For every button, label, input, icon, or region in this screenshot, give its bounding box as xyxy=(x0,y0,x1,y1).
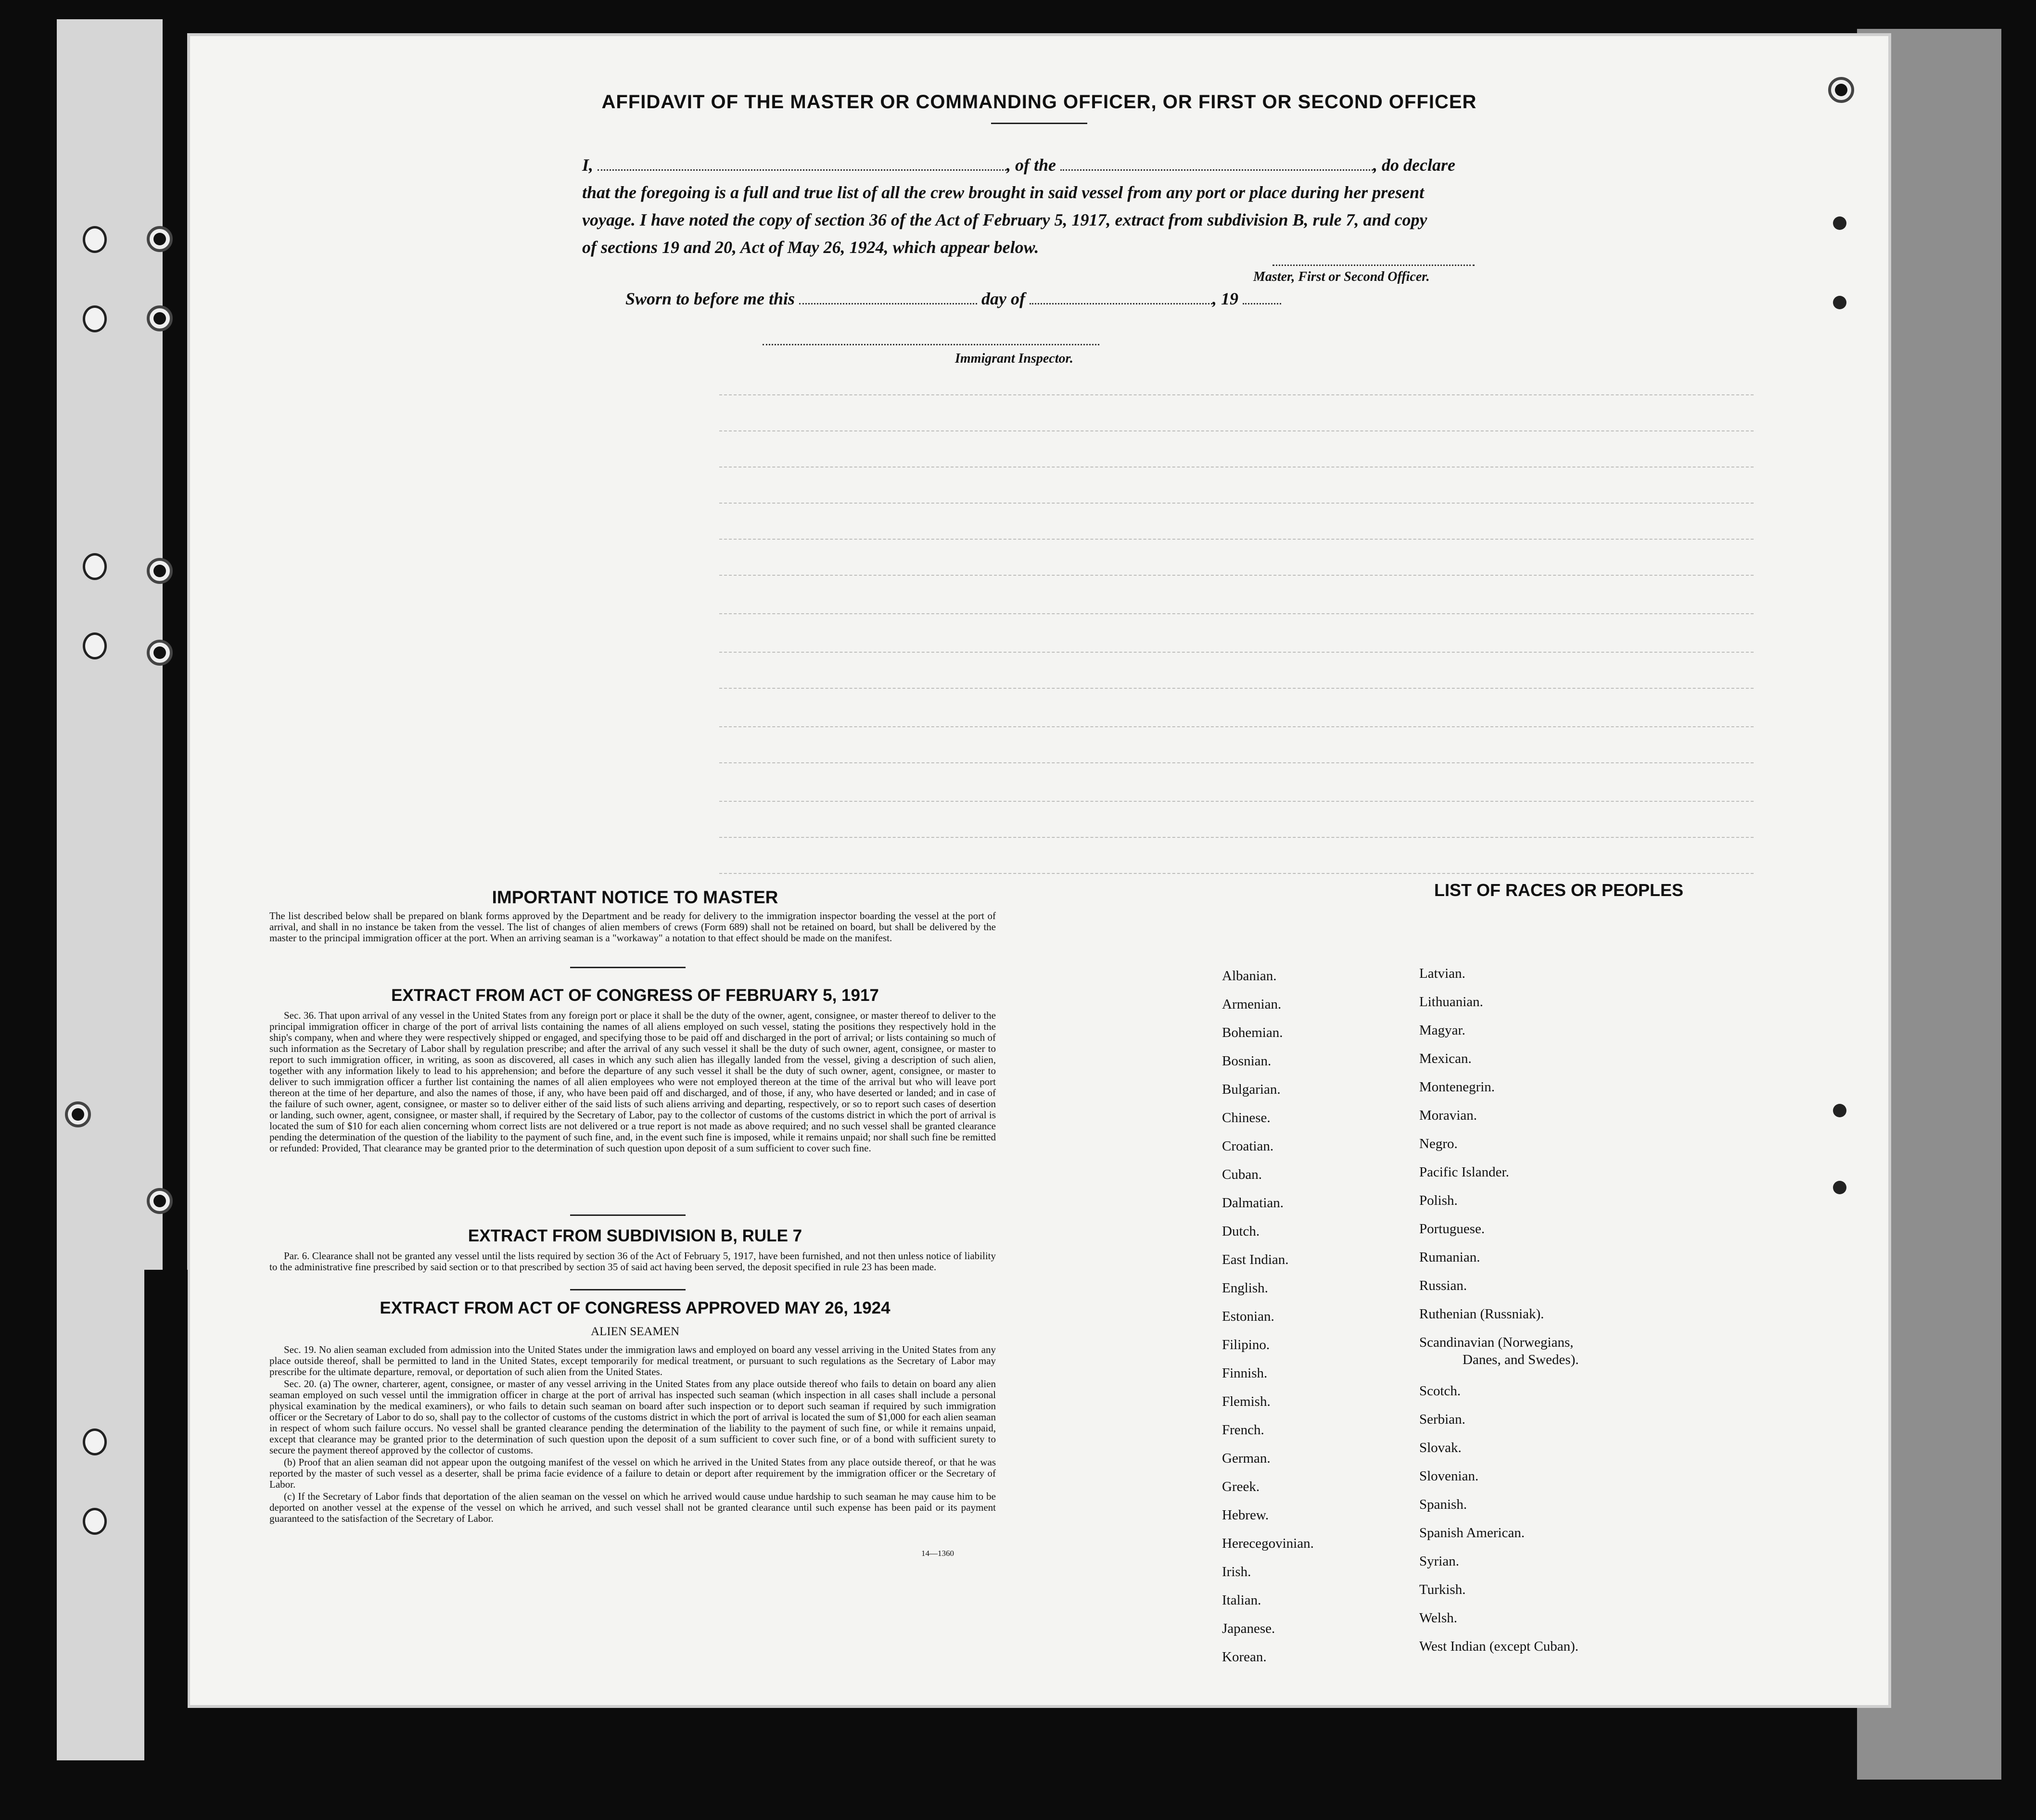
punch-hole xyxy=(83,553,107,580)
binder-ring xyxy=(147,640,173,666)
punch-hole xyxy=(83,1428,107,1455)
race-item: Chinese. xyxy=(1222,1110,1271,1125)
vessel-field[interactable] xyxy=(1060,156,1373,171)
race-item: West Indian (except Cuban). xyxy=(1419,1639,1579,1654)
year-label: , 19 xyxy=(1212,289,1239,308)
race-item: Herecegovinian. xyxy=(1222,1536,1314,1551)
race-item: Bohemian. xyxy=(1222,1025,1283,1040)
race-item: Montenegrin. xyxy=(1419,1079,1495,1095)
race-item: Scotch. xyxy=(1419,1383,1461,1399)
race-item: Pacific Islander. xyxy=(1419,1164,1509,1180)
extract-1917-title: EXTRACT FROM ACT OF CONGRESS OF FEBRUARY 5, 1917 xyxy=(391,986,879,1005)
extract-1924-body xyxy=(269,1344,996,1525)
sworn-year-field[interactable] xyxy=(1243,290,1281,304)
scan-dot xyxy=(1833,1181,1846,1194)
declaration-of-the: , of the xyxy=(1006,155,1056,175)
day-of-label: day of xyxy=(981,289,1026,308)
section-20a-text: Sec. 20. (a) The owner, charterer, agent, consignee, or master of any vessel arriving in the United States from any place outside thereof who fails to detain on board any alien seaman employed on such vessel until the immigration officer in charge at the port of arrival has inspected such seaman (which inspection in all cases shall include a personal physical examination by the medical examiners), or who fails to detain such seaman on board after such inspection or to deport such seaman if required by such immigration officer or the Secretary of Labor to do so, shall pay to the collector of customs of the customs district in which the port of arrival is located the sum of $1,000 for each alien seaman in respect of whom such failure occurs. No vessel shall be granted clearance pending the determination of the liability to the payment of such fine, or while it remains unpaid, except that clearance may be granted prior to the determination of such question upon the deposit of a sum sufficient to cover such fine, or of a bond with sufficient surety to secure the payment thereof approved by the collector of customs. xyxy=(269,1378,996,1456)
extract-rule7-title: EXTRACT FROM SUBDIVISION B, RULE 7 xyxy=(468,1226,802,1245)
race-item: Polish. xyxy=(1419,1193,1458,1208)
race-item: Finnish. xyxy=(1222,1365,1268,1381)
sworn-month-field[interactable] xyxy=(1030,290,1212,304)
extract-1917-body xyxy=(269,1010,996,1155)
declaration-i: I, xyxy=(582,155,594,175)
races-list-title: LIST OF RACES OR PEOPLES xyxy=(1434,880,1684,900)
race-item: Croatian. xyxy=(1222,1138,1274,1154)
scan-dot xyxy=(1833,216,1846,230)
race-item: Flemish. xyxy=(1222,1394,1271,1409)
declaration-line: that the foregoing is a full and true list of all the crew brought in said vessel from any port or place during her present xyxy=(582,183,1425,202)
scan-dot xyxy=(1833,296,1846,309)
signature-caption: Master, First or Second Officer. xyxy=(1253,269,1430,284)
affidavit-declaration xyxy=(582,152,1703,261)
extract-rule7-body xyxy=(269,1251,996,1274)
race-item: Latvian. xyxy=(1419,966,1465,981)
race-item: Turkish. xyxy=(1419,1582,1466,1597)
section-divider xyxy=(570,967,686,968)
binder-ring xyxy=(147,305,173,331)
race-item: Dalmatian. xyxy=(1222,1195,1284,1211)
declaration-line: voyage. I have noted the copy of section 36 of the Act of February 5, 1917, extract from subdivision B, rule 7, and copy xyxy=(582,210,1427,229)
race-item: Bosnian. xyxy=(1222,1053,1272,1069)
form-number: 14—1360 xyxy=(921,1549,954,1558)
binder-ring xyxy=(147,226,173,252)
race-item: Danes, and Swedes). xyxy=(1463,1352,1579,1367)
inspector-signature-field[interactable] xyxy=(763,344,1099,345)
alien-seamen-subtitle: ALIEN SEAMEN xyxy=(590,1325,679,1338)
section-20c-text: (c) If the Secretary of Labor finds that deportation of the alien seaman on the vessel on which he arrived would cause undue hardship to such seaman he may cause him to be deported on another vessel at the expense of the vessel on which he arrived, and such vessel shall not be granted clearance until such expense has been paid or its payment guaranteed to the satisfaction of the Secretary of Labor. xyxy=(269,1491,996,1524)
race-item: East Indian. xyxy=(1222,1252,1289,1267)
race-item: Korean. xyxy=(1222,1649,1267,1665)
race-item: Filipino. xyxy=(1222,1337,1270,1352)
race-item: Serbian. xyxy=(1419,1412,1465,1427)
inspector-caption: Immigrant Inspector. xyxy=(955,351,1073,366)
race-item: Albanian. xyxy=(1222,968,1277,984)
race-item: Welsh. xyxy=(1419,1610,1458,1626)
document-page xyxy=(190,36,1888,1705)
race-item: Irish. xyxy=(1222,1564,1251,1580)
race-item: Lithuanian. xyxy=(1419,994,1483,1010)
race-item: Spanish. xyxy=(1419,1497,1467,1512)
race-item: Armenian. xyxy=(1222,997,1282,1012)
race-item: Portuguese. xyxy=(1419,1221,1485,1237)
race-item: German. xyxy=(1222,1451,1271,1466)
race-item: Russian. xyxy=(1419,1278,1467,1293)
race-item: Japanese. xyxy=(1222,1621,1275,1636)
torn-edge xyxy=(144,1270,188,1799)
affidavit-title: AFFIDAVIT OF THE MASTER OR COMMANDING OFFICER, OR FIRST OR SECOND OFFICER xyxy=(601,91,1477,113)
section-divider xyxy=(570,1289,686,1290)
punch-hole xyxy=(83,632,107,659)
binder-ring xyxy=(65,1101,91,1127)
race-item: Estonian. xyxy=(1222,1309,1274,1324)
scan-dot xyxy=(1833,1104,1846,1117)
master-signature-field[interactable] xyxy=(1272,265,1475,266)
race-item: Negro. xyxy=(1419,1136,1458,1151)
notice-title: IMPORTANT NOTICE TO MASTER xyxy=(492,887,778,907)
binder-ring xyxy=(147,558,173,584)
race-item: Rumanian. xyxy=(1419,1250,1480,1265)
declaration-line: of sections 19 and 20, Act of May 26, 1924, which appear below. xyxy=(582,238,1039,257)
section-20b-text: (b) Proof that an alien seaman did not appear upon the outgoing manifest of the vessel on which he arrived in the United States from any place outside thereof, or that he was reported by the master of such vessel as a deserter, shall be prima facie evidence of a failure to detain or deport after requirement by the immigration officer or the Secretary of Labor. xyxy=(269,1456,996,1490)
race-item: Ruthenian (Russniak). xyxy=(1419,1306,1544,1322)
race-item: Slovak. xyxy=(1419,1440,1462,1455)
race-item: Syrian. xyxy=(1419,1554,1459,1569)
extract-1924-title: EXTRACT FROM ACT OF CONGRESS APPROVED MAY 26, 1924 xyxy=(380,1299,891,1317)
race-item: Moravian. xyxy=(1419,1108,1477,1123)
section-36-text: Sec. 36. That upon arrival of any vessel in the United States from any foreign port or place it shall be the duty of the owner, agent, consignee, or master thereof to deliver to the principal immigration officer in charge of the port of arrival lists containing the names of all aliens employed on such vessel, stating the positions they respectively hold in the ship's company, when and where they were respectively shipped or engaged, and specifying those to be paid off and discharged in the port of arrival; or lists containing so much of such information as the Secretary of Labor shall by regulation prescribe; and after the arrival of any such vessel it shall be the duty of such owner, agent, consignee, or master to report to such immigration officer, in writing, as soon as discovered, all cases in which any such alien has illegally landed from the vessel, giving a description of such alien, together with any information likely to lead to his apprehension; and before the departure of any such vessel it shall be the duty of such owner, agent, consignee, or master to deliver to such immigration officer a further list containing the names of all alien employees who were not employed thereon at the time of the arrival but who will leave port thereon at the time of her departure, and also the names of those, if any, who have been paid off and discharged, and of those, if any, who have deserted or landed; and in case of the failure of such owner, agent, consignee, or master so to deliver either of the said lists of such aliens arriving and departing, respectively, or so to report such cases of desertion or landing, such owner, agent, consignee, or master shall, if required by the Secretary of Labor, pay to the collector of customs of the customs district in which the port of arrival is located the sum of $10 for each alien concerning whom correct lists are not delivered or a true report is not made as above required; and no such vessel shall be granted clearance pending the determination of the question of the liability to the payment of such fine, and, in the event such fine is imposed, while it remains unpaid; nor shall such fine be remitted or refunded: Provided, That clearance may be granted prior to the determination of such question upon deposit of a sum sufficient to cover such fine. xyxy=(269,1010,996,1154)
race-item: Cuban. xyxy=(1222,1167,1262,1182)
punch-hole xyxy=(83,1508,107,1535)
race-item: Hebrew. xyxy=(1222,1507,1269,1523)
sworn-statement xyxy=(625,289,1281,309)
binder-ring xyxy=(147,1188,173,1214)
race-item: Magyar. xyxy=(1419,1023,1465,1038)
race-item: Greek. xyxy=(1222,1479,1260,1494)
punch-hole xyxy=(83,226,107,253)
race-item: Italian. xyxy=(1222,1592,1261,1608)
binder-ring xyxy=(1828,77,1854,103)
declaration-do-declare: , do declare xyxy=(1373,155,1455,175)
section-19-text: Sec. 19. No alien seaman excluded from admission into the United States under the immigration laws and employed on board any vessel arriving in the United States from any place outside thereof, shall be permitted to land in the United States, except temporarily for medical treatment, or pursuant to such regulations as the Secretary of Labor may prescribe for the ultimate departure, removal, or deportation of such alien from the United States. xyxy=(269,1344,996,1378)
sworn-date-field[interactable] xyxy=(799,290,977,304)
notice-body: The list described below shall be prepared on blank forms approved by the Department and be ready for delivery to the immigration inspector boarding the vessel at the port of arrival, and shall in no instance be taken from the vessel. The list of changes of alien members of crews (Form 689) shall not be retained on board, but shall be delivered by the master to the principal immigration officer at the port. When an arriving seaman is a "workaway" a notation to that effect should be made on the manifest. xyxy=(269,910,996,944)
race-item: Bulgarian. xyxy=(1222,1082,1281,1097)
punch-hole xyxy=(83,305,107,332)
race-item: Mexican. xyxy=(1419,1051,1472,1066)
race-item: Scandinavian (Norwegians, xyxy=(1419,1335,1574,1350)
paragraph-6-text: Par. 6. Clearance shall not be granted any vessel until the lists required by section 36 of the Act of February 5, 1917, have been furnished, and not then unless notice of liability to the administrative fine prescribed by said section or to that prescribed by section 35 of said act having been served, the deposit specified in rule 23 has been made. xyxy=(269,1250,996,1273)
race-item: English. xyxy=(1222,1280,1268,1296)
section-divider xyxy=(570,1214,686,1216)
name-field[interactable] xyxy=(598,156,1006,171)
race-item: Slovenian. xyxy=(1419,1468,1479,1484)
title-underline xyxy=(991,123,1087,124)
race-item: Spanish American. xyxy=(1419,1525,1525,1541)
race-item: French. xyxy=(1222,1422,1264,1438)
race-item: Dutch. xyxy=(1222,1224,1260,1239)
sworn-label: Sworn to before me this xyxy=(625,289,795,308)
